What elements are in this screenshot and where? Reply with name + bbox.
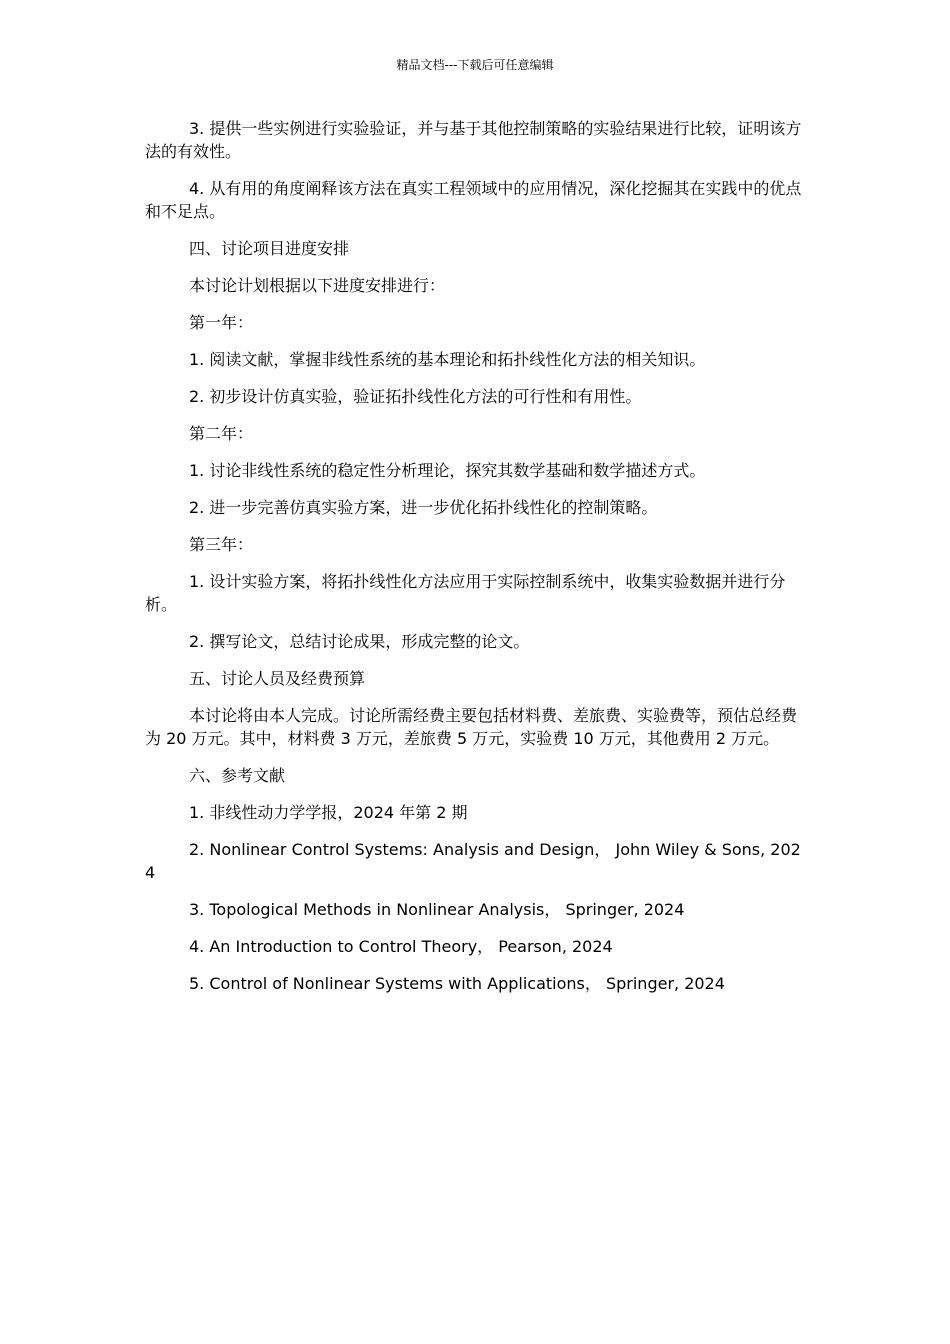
item-3-experimental-validation: 3. 提供一些实例进行实验验证，并与基于其他控制策略的实验结果进行比较，证明该方法的有效性。	[145, 119, 802, 161]
year-two-heading: 第二年：	[189, 424, 254, 443]
page-header: 精品文档---下载后可任意编辑	[396, 58, 554, 72]
reference-item-3: 3. Topological Methods in Nonlinear Analysis， Springer, 2024	[189, 900, 685, 919]
year-three-heading: 第三年：	[189, 535, 254, 554]
year-three-item-1: 1. 设计实验方案，将拓扑线性化方法应用于实际控制系统中，收集实验数据并进行分析。	[145, 572, 786, 614]
item-4-engineering-application: 4. 从有用的角度阐释该方法在真实工程领域中的应用情况，深化挖掘其在实践中的优点和不足点。	[145, 179, 802, 221]
year-three-item-2: 2. 撰写论文，总结讨论成果，形成完整的论文。	[189, 632, 530, 651]
year-two-item-2: 2. 进一步完善仿真实验方案，进一步优化拓扑线性化的控制策略。	[189, 498, 658, 517]
document-body	[145, 117, 807, 1009]
section-heading-references: 六、参考文献	[189, 766, 286, 785]
year-one-item-2: 2. 初步设计仿真实验，验证拓扑线性化方法的可行性和有用性。	[189, 387, 642, 406]
reference-item-2: 2. Nonlinear Control Systems: Analysis and Design， John Wiley & Sons, 2024	[145, 840, 801, 882]
section-heading-budget: 五、讨论人员及经费预算	[189, 669, 366, 688]
reference-item-1: 1. 非线性动力学学报，2024 年第 2 期	[189, 803, 468, 822]
budget-paragraph: 本讨论将由本人完成。讨论所需经费主要包括材料费、差旅费、实验费等，预估总经费为 20 万元。其中，材料费 3 万元，差旅费 5 万元，实验费 10 万元，其他费用 2 万元。	[145, 706, 798, 748]
reference-item-4: 4. An Introduction to Control Theory， Pearson, 2024	[189, 937, 613, 956]
year-one-heading: 第一年：	[189, 313, 254, 332]
section-heading-schedule: 四、讨论项目进度安排	[189, 239, 350, 258]
year-two-item-1: 1. 讨论非线性系统的稳定性分析理论，探究其数学基础和数学描述方式。	[189, 461, 706, 480]
reference-item-5: 5. Control of Nonlinear Systems with Applications， Springer, 2024	[189, 974, 725, 993]
schedule-intro: 本讨论计划根据以下进度安排进行：	[189, 276, 446, 295]
year-one-item-1: 1. 阅读文献，掌握非线性系统的基本理论和拓扑线性化方法的相关知识。	[189, 350, 706, 369]
